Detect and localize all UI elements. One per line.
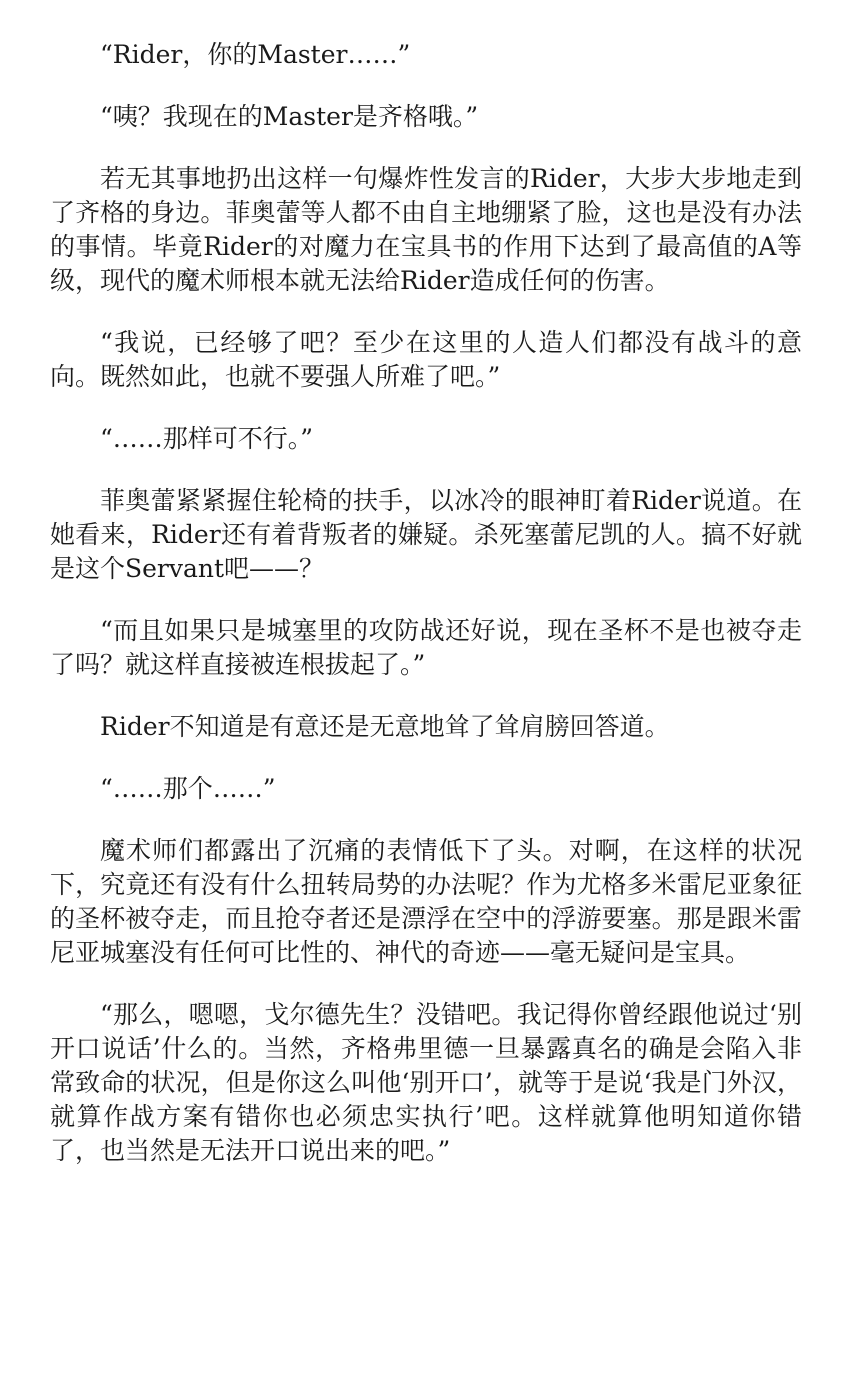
paragraph-10: 魔术师们都露出了沉痛的表情低下了头。对啊，在这样的状况下，究竟还有没有什么扭转局势的办法呢？作为尤格多米雷尼亚象征的圣杯被夺走，而且抢夺者还是漂浮在空中的浮游要塞。那是跟米雷尼亚城塞没有任何可比性的、神代的奇迹——毫无疑问是宝具。 bbox=[50, 836, 802, 967]
paragraph-7: “而且如果只是城塞里的攻防战还好说，现在圣杯不是也被夺走了吗？就这样直接被连根拔起了。” bbox=[50, 616, 802, 679]
paragraph-4: “我说，已经够了吧？至少在这里的人造人们都没有战斗的意向。既然如此，也就不要强人所难了吧。” bbox=[50, 328, 802, 391]
paragraph-3: 若无其事地扔出这样一句爆炸性发言的Rider，大步大步地走到了齐格的身边。菲奥蕾等人都不由自主地绷紧了脸，这也是没有办法的事情。毕竟Rider的对魔力在宝具书的作用下达到了最高值的A等级，现代的魔术师根本就无法给Rider造成任何的伤害。 bbox=[50, 164, 802, 295]
paragraph-6: 菲奥蕾紧紧握住轮椅的扶手，以冰冷的眼神盯着Rider说道。在她看来，Rider还有着背叛者的嫌疑。杀死塞蕾尼凯的人。搞不好就是这个Servant吧——？ bbox=[50, 486, 802, 583]
paragraph-9: “……那个……” bbox=[100, 774, 276, 803]
document-page bbox=[50, 38, 802, 1168]
paragraph-8: Rider不知道是有意还是无意地耸了耸肩膀回答道。 bbox=[100, 712, 670, 741]
paragraph-2: “咦？我现在的Master是齐格哦。” bbox=[100, 102, 479, 131]
paragraph-1: “Rider，你的Master……” bbox=[100, 40, 411, 69]
paragraph-5: “……那样可不行。” bbox=[100, 424, 314, 453]
paragraph-11: “那么，嗯嗯，戈尔德先生？没错吧。我记得你曾经跟他说过‘别开口说话’什么的。当然，齐格弗里德一旦暴露真名的确是会陷入非常致命的状况，但是你这么叫他‘别开口’，就等于是说‘我是门外汉，就算作战方案有错你也必须忠实执行’吧。这样就算他明知道你错了，也当然是无法开口说出来的吧。” bbox=[50, 1000, 802, 1165]
